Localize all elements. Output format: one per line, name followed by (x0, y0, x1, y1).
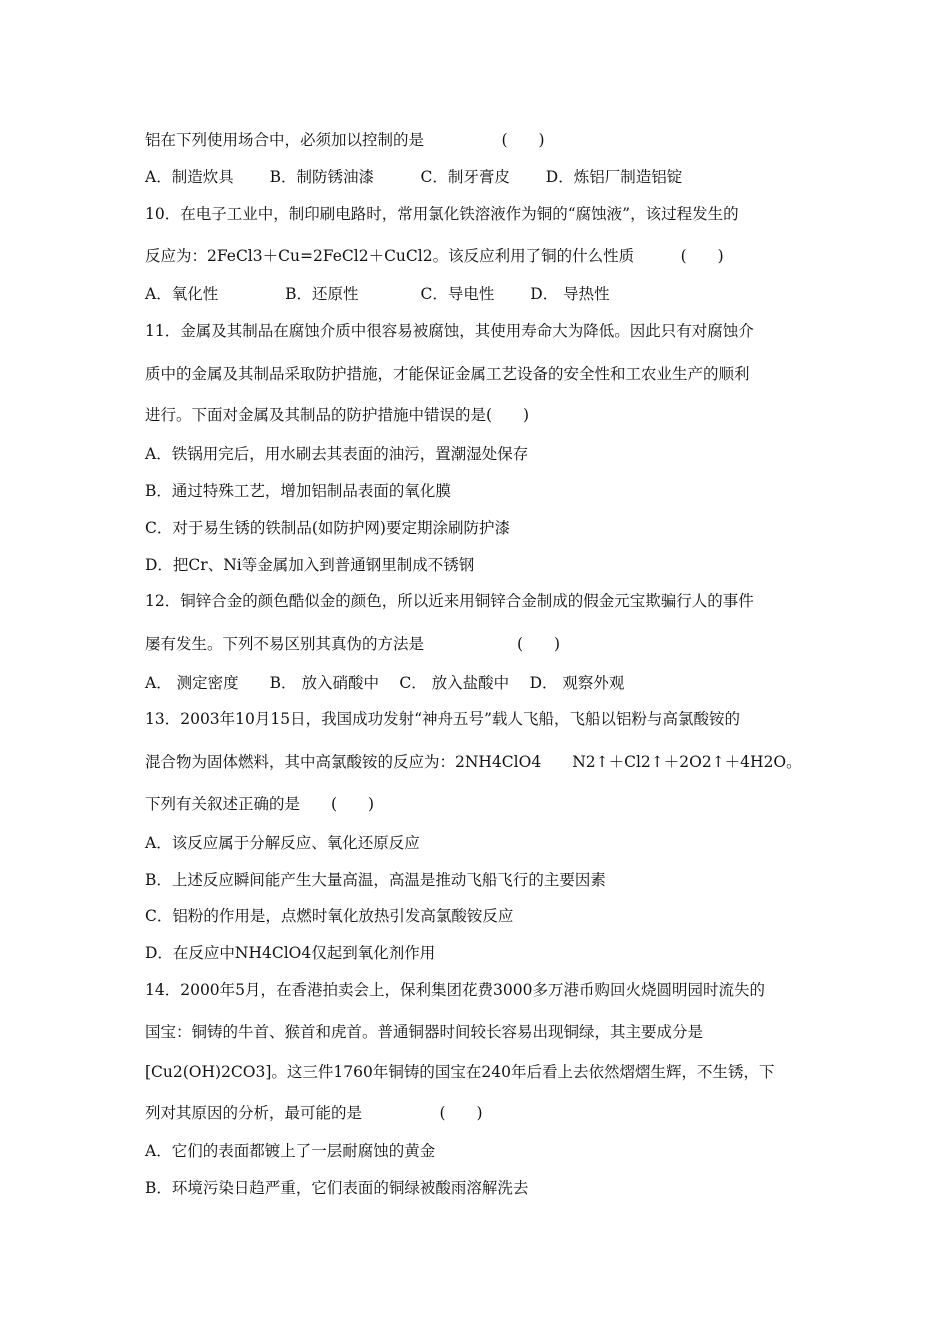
question-10-options: A．氧化性 B．还原性 C．导电性 D． 导热性 (145, 285, 610, 303)
question-13-option-a: A．该反应属于分解反应、氧化还原反应 (145, 834, 420, 852)
question-14-stem-line-3: [Cu2(OH)2CO3]。这三件1760年铜铸的国宝在240年后看上去依然熠熠生辉，不生锈，下 (145, 1063, 775, 1081)
question-13-option-c: C．铝粉的作用是，点燃时氧化放热引发高氯酸铵反应 (145, 907, 514, 925)
question-10-stem-line-2: 反应为：2FeCl3＋Cu=2FeCl2＋CuCl2。该反应利用了铜的什么性质 ( ) (145, 247, 724, 265)
question-12-stem-line-1: 12．铜锌合金的颜色酷似金的颜色，所以近来用铜锌合金制成的假金元宝欺骗行人的事件 (145, 592, 754, 610)
question-9-stem: 铝在下列使用场合中，必须加以控制的是 ( ) (145, 131, 545, 149)
question-11-option-d: D．把Cr、Ni等金属加入到普通钢里制成不锈钢 (145, 556, 475, 574)
question-13-option-d: D．在反应中NH4ClO4仅起到氧化剂作用 (145, 944, 436, 962)
question-11-option-a: A．铁锅用完后，用水刷去其表面的油污，置潮湿处保存 (145, 445, 529, 463)
question-14-option-a: A．它们的表面都镀上了一层耐腐蚀的黄金 (145, 1142, 436, 1160)
question-11-stem-line-2: 质中的金属及其制品采取防护措施，才能保证金属工艺设备的安全性和工农业生产的顺利 (145, 365, 750, 383)
question-13-stem-line-2: 混合物为固体燃料，其中高氯酸铵的反应为：2NH4ClO4 N2↑＋Cl2↑＋2O2↑＋4H2O。 (145, 753, 802, 771)
question-10-stem-line-1: 10．在电子工业中，制印刷电路时，常用氯化铁溶液作为铜的“腐蚀液”，该过程发生的 (145, 205, 739, 223)
question-14-stem-line-4: 列对其原因的分析，最可能的是 ( ) (145, 1104, 483, 1122)
question-11-stem-line-3: 进行。下面对金属及其制品的防护措施中错误的是( ) (145, 406, 530, 424)
question-12-stem-line-2: 屡有发生。下列不易区别其真伪的方法是 ( ) (145, 635, 561, 653)
question-14-option-b: B．环境污染日趋严重，它们表面的铜绿被酸雨溶解洗去 (145, 1179, 529, 1197)
question-11-option-b: B．通过特殊工艺，增加铝制品表面的氧化膜 (145, 482, 451, 500)
question-14-stem-line-2: 国宝：铜铸的牛首、猴首和虎首。普通铜器时间较长容易出现铜绿，其主要成分是 (145, 1023, 704, 1041)
question-13-option-b: B．上述反应瞬间能产生大量高温，高温是推动飞船飞行的主要因素 (145, 871, 606, 889)
question-9-options: A．制造炊具 B．制防锈油漆 C．制牙膏皮 D．炼铝厂制造铝锭 (145, 168, 683, 186)
question-14-stem-line-1: 14．2000年5月，在香港拍卖会上，保利集团花费3000多万港币购回火烧圆明园时流失的 (145, 981, 765, 999)
question-11-stem-line-1: 11．金属及其制品在腐蚀介质中很容易被腐蚀，其使用寿命大为降低。因此只有对腐蚀介 (145, 322, 754, 340)
question-11-option-c: C．对于易生锈的铁制品(如防护网)要定期涂刷防护漆 (145, 519, 510, 537)
question-13-stem-line-3: 下列有关叙述正确的是 ( ) (145, 795, 375, 813)
question-12-options: A． 测定密度 B． 放入硝酸中 C． 放入盐酸中 D． 观察外观 (145, 674, 625, 692)
question-13-stem-line-1: 13．2003年10月15日，我国成功发射“神舟五号”载人飞船，飞船以铝粉与高氯酸铵的 (145, 710, 740, 728)
